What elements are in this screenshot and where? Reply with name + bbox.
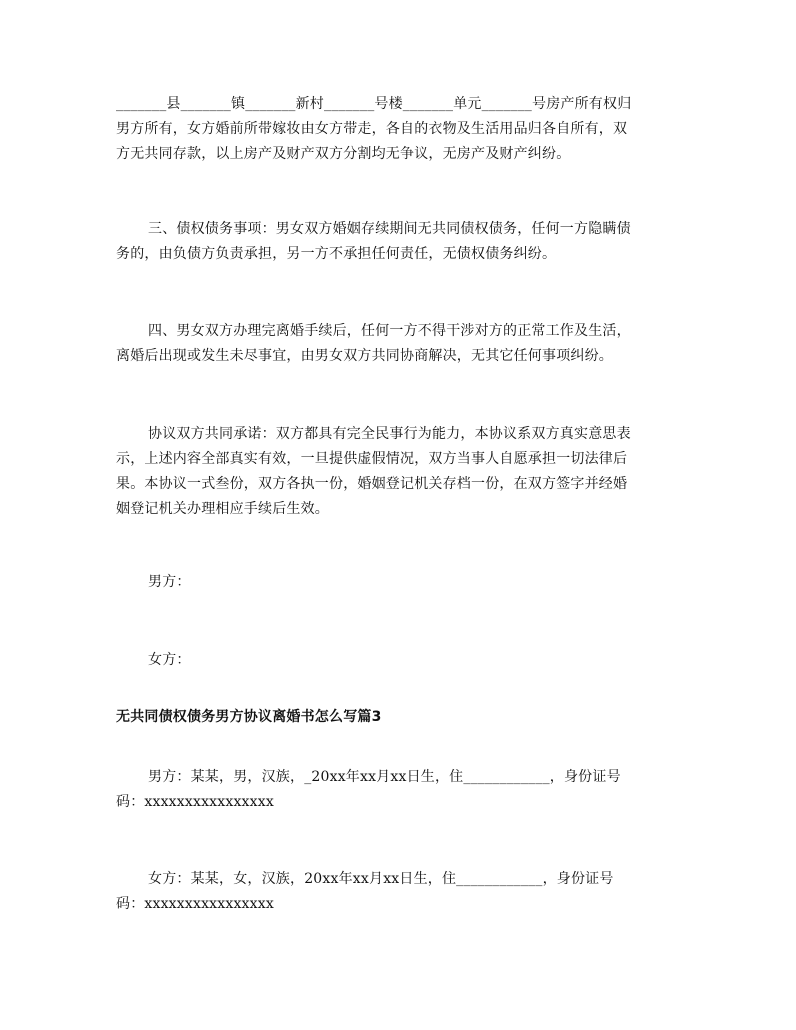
paragraph-line: 女方：某某，女，汉族，20xx年xx月xx日生，住____________，身份证号 [148,871,614,887]
section-title: 无共同债权债务男方协议离婚书怎么写篇3 [116,709,382,725]
paragraph-line: 果。本协议一式叁份，双方各执一份，婚姻登记机关存档一份，在双方签字并经婚 [116,476,628,492]
male-signature-line [116,570,682,595]
female-signature-label: 女方： [148,652,191,668]
property-paragraph [116,92,682,167]
paragraph-line: 四、男女双方办理完离婚手续后，任何一方不得干涉对方的正常工作及生活， [148,323,631,339]
paragraph-line: 方无共同存款，以上房产及财产双方分割均无争议，无房产及财产纠纷。 [116,146,571,162]
female-info-paragraph [116,867,682,917]
paragraph-line: _______县_______镇_______新村_______号楼_______单元_______号房产所有权归 [116,96,632,112]
paragraph-line: 协议双方共同承诺：双方都具有完全民事行为能力，本协议系双方真实意思表 [148,426,631,442]
paragraph-line: 示，上述内容全部真实有效，一旦提供虚假情况，双方当事人自愿承担一切法律后 [116,451,628,467]
female-signature-line [116,648,682,673]
section-heading [116,705,682,730]
paragraph-line: 男方：某某，男，汉族，_20xx年xx月xx日生，住____________，身份证号 [148,769,621,785]
paragraph-line: 男方所有，女方婚前所带嫁妆由女方带走，各自的衣物及生活用品归各自所有，双 [116,121,628,137]
post-divorce-paragraph [116,319,682,369]
paragraph-line: 离婚后出现或发生未尽事宜，由男女双方共同协商解决，无其它任何事项纠纷。 [116,348,613,364]
paragraph-line: 码：xxxxxxxxxxxxxxxx [116,896,274,912]
male-signature-label: 男方： [148,574,191,590]
paragraph-line: 码：xxxxxxxxxxxxxxxx [116,794,274,810]
commitment-paragraph [116,422,682,522]
paragraph-line: 务的，由负债方负责承担，另一方不承担任何责任，无债权债务纠纷。 [116,246,557,262]
paragraph-line: 姻登记机关办理相应手续后生效。 [116,501,329,517]
debt-paragraph [116,217,682,267]
paragraph-line: 三、债权债务事项：男女双方婚姻存续期间无共同债权债务，任何一方隐瞒债 [148,221,631,237]
male-info-paragraph [116,765,682,815]
